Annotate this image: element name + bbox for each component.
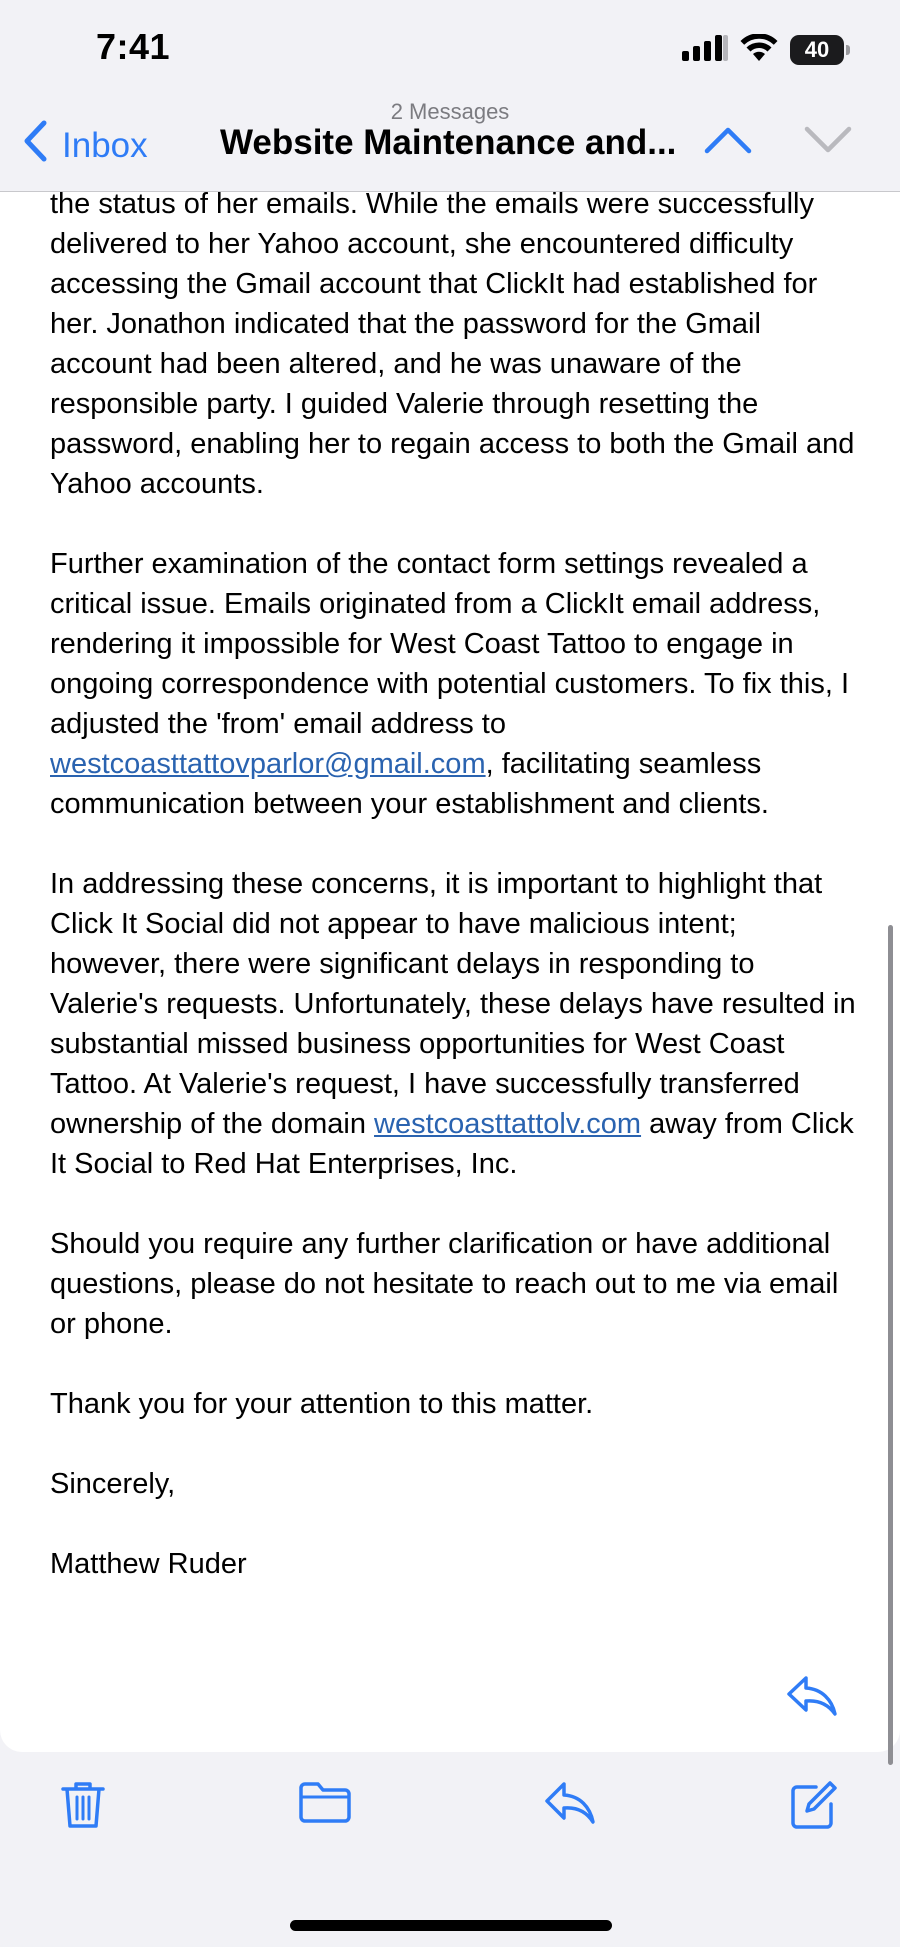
navigation-bar — [0, 95, 900, 192]
email-paragraph-4: Should you require any further clarification or have additional questions, please do not hesitate to reach out to me via email or phone. — [50, 1228, 839, 1340]
email-signature-name: Matthew Ruder — [50, 1548, 247, 1580]
battery-cap — [846, 45, 850, 55]
battery-level: 40 — [804, 37, 830, 62]
reply-icon — [544, 1813, 596, 1830]
email-paragraph-5: Thank you for your attention to this matter. — [50, 1388, 594, 1420]
previous-message-button[interactable] — [704, 125, 752, 160]
chevron-up-icon — [704, 142, 752, 159]
bottom-toolbar — [0, 1780, 900, 1880]
chevron-left-icon — [22, 119, 62, 172]
back-button-label: Inbox — [62, 125, 148, 165]
email-subject-title: Website Maintenance and... — [220, 123, 677, 162]
status-bar — [0, 0, 900, 100]
email-signoff: Sincerely, — [50, 1468, 176, 1500]
message-count: 2 Messages — [390, 99, 510, 124]
email-body — [50, 192, 860, 1624]
status-time: 7:41 — [96, 26, 171, 67]
reply-icon — [786, 1705, 838, 1722]
battery-icon — [790, 35, 844, 65]
email-address-link[interactable]: westcoasttattovparlor@gmail.com — [50, 748, 486, 780]
cellular-signal-icon — [682, 35, 728, 66]
folder-icon — [298, 1811, 352, 1828]
back-to-inbox-button[interactable] — [22, 119, 148, 172]
next-message-button[interactable] — [804, 125, 852, 160]
email-content-card — [0, 192, 900, 1752]
paragraph-2-text-a: Further examination of the contact form settings revealed a critical issue. Emails originated from a ClickIt email address, rendering it impossible for West Coast Tattoo to engage in ongoing correspondence with potential customers. To fix this, I adjusted the 'from' email address to — [50, 548, 850, 740]
home-indicator[interactable] — [290, 1920, 612, 1931]
paragraph-3-text-a: In addressing these concerns, it is important to highlight that Click It Social did not appear to have malicious intent; however, there were significant delays in responding to Valerie's requests. Unfortunately, these delays have resulted in substantial missed business opportunities for West Coast Tattoo. At Valerie's request, I have successfully transferred ownership of the domain — [50, 868, 856, 1140]
scroll-indicator[interactable] — [888, 925, 893, 1765]
reply-button[interactable] — [544, 1780, 596, 1831]
paragraph-2-text-b: , facilitating seamless communication between your establishment and clients. — [50, 748, 769, 820]
email-paragraph-1: the status of her emails. While the emails were successfully delivered to her Yahoo account, she encountered difficulty accessing the Gmail account that ClickIt had established for her. Jonathon indicated that the password for the Gmail account had been altered, and he was unaware of the responsible party. I guided Valerie through resetting the password, enabling her to regain access to both the Gmail and Yahoo accounts. — [50, 192, 855, 500]
paragraph-3-text-b: away from Click It Social to Red Hat Enterprises, Inc. — [50, 1108, 854, 1180]
email-paragraph-2 — [50, 544, 860, 824]
chevron-down-icon — [804, 142, 852, 159]
compose-button[interactable] — [790, 1780, 838, 1835]
inline-reply-button[interactable] — [786, 1674, 838, 1723]
trash-icon — [60, 1817, 106, 1834]
wifi-icon — [740, 34, 778, 67]
email-paragraph-3 — [50, 864, 860, 1184]
compose-icon — [790, 1817, 838, 1834]
move-to-folder-button[interactable] — [298, 1780, 352, 1829]
domain-link[interactable]: westcoasttattolv.com — [374, 1108, 642, 1140]
delete-button[interactable] — [60, 1780, 106, 1835]
status-icons — [682, 32, 844, 68]
